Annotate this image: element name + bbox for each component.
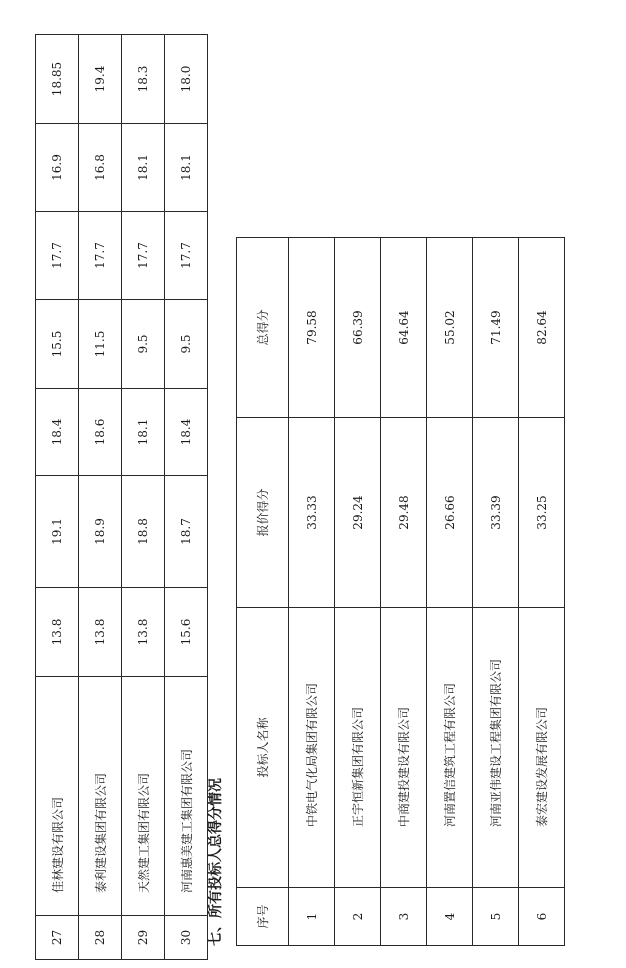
score-cell: 18.85 bbox=[36, 35, 79, 124]
table-row bbox=[289, 238, 335, 946]
price-score-cell: 29.48 bbox=[381, 418, 427, 608]
score-cell: 18.1 bbox=[122, 389, 165, 476]
score-cell: 18.1 bbox=[165, 124, 208, 212]
score-cell: 19.4 bbox=[79, 35, 122, 124]
table-row bbox=[79, 35, 122, 960]
score-cell: 9.5 bbox=[122, 300, 165, 389]
table-row bbox=[36, 35, 79, 960]
index-cell: 1 bbox=[289, 888, 335, 946]
bidder-name-cell: 河南惠美建工集团有限公司 bbox=[165, 677, 208, 916]
total-score-cell: 55.02 bbox=[427, 238, 473, 418]
index-cell: 29 bbox=[122, 916, 165, 960]
score-cell: 13.8 bbox=[122, 588, 165, 677]
header-index: 序号 bbox=[237, 888, 289, 946]
bidder-name-cell: 天然建工集团有限公司 bbox=[122, 677, 165, 916]
scores-detail-table bbox=[35, 34, 208, 960]
score-cell: 18.0 bbox=[165, 35, 208, 124]
total-score-cell: 79.58 bbox=[289, 238, 335, 418]
score-cell: 18.4 bbox=[165, 389, 208, 476]
header-price-score: 报价得分 bbox=[237, 418, 289, 608]
bidder-name-cell: 河南亚伟建设工程集团有限公司 bbox=[473, 608, 519, 888]
score-cell: 17.7 bbox=[79, 212, 122, 300]
score-cell: 13.8 bbox=[79, 588, 122, 677]
price-score-cell: 26.66 bbox=[427, 418, 473, 608]
score-cell: 18.8 bbox=[122, 476, 165, 588]
table-row bbox=[473, 238, 519, 946]
price-score-cell: 33.33 bbox=[289, 418, 335, 608]
bidder-name-cell: 中商建投建设有限公司 bbox=[381, 608, 427, 888]
bidder-name-cell: 正宇恒新集团有限公司 bbox=[335, 608, 381, 888]
score-cell: 15.6 bbox=[165, 588, 208, 677]
index-cell: 27 bbox=[36, 916, 79, 960]
score-cell: 11.5 bbox=[79, 300, 122, 389]
total-score-cell: 64.64 bbox=[381, 238, 427, 418]
score-cell: 13.8 bbox=[36, 588, 79, 677]
total-score-cell: 71.49 bbox=[473, 238, 519, 418]
bidder-name-cell: 泰利建设集团有限公司 bbox=[79, 677, 122, 916]
table-row bbox=[381, 238, 427, 946]
score-cell: 17.7 bbox=[36, 212, 79, 300]
table-row bbox=[335, 238, 381, 946]
score-cell: 17.7 bbox=[122, 212, 165, 300]
index-cell: 4 bbox=[427, 888, 473, 946]
table-row bbox=[427, 238, 473, 946]
score-cell: 17.7 bbox=[165, 212, 208, 300]
score-cell: 18.1 bbox=[122, 124, 165, 212]
bidder-name-cell: 泰宏建设发展有限公司 bbox=[519, 608, 565, 888]
index-cell: 30 bbox=[165, 916, 208, 960]
index-cell: 5 bbox=[473, 888, 519, 946]
table-row bbox=[519, 238, 565, 946]
score-cell: 18.4 bbox=[36, 389, 79, 476]
total-scores-table bbox=[236, 237, 565, 946]
score-cell: 9.5 bbox=[165, 300, 208, 389]
header-bidder-name: 投标人名称 bbox=[237, 608, 289, 888]
score-cell: 18.6 bbox=[79, 389, 122, 476]
score-cell: 18.3 bbox=[122, 35, 165, 124]
score-cell: 16.9 bbox=[36, 124, 79, 212]
table-row bbox=[165, 35, 208, 960]
header-total-score: 总得分 bbox=[237, 238, 289, 418]
bidder-name-cell: 中铁电气化局集团有限公司 bbox=[289, 608, 335, 888]
total-score-cell: 82.64 bbox=[519, 238, 565, 418]
section-heading: 七、所有投标人总得分情况 bbox=[208, 778, 224, 946]
table-row bbox=[122, 35, 165, 960]
bidder-name-cell: 河南置信建筑工程有限公司 bbox=[427, 608, 473, 888]
price-score-cell: 29.24 bbox=[335, 418, 381, 608]
score-cell: 18.9 bbox=[79, 476, 122, 588]
score-cell: 19.1 bbox=[36, 476, 79, 588]
index-cell: 3 bbox=[381, 888, 427, 946]
score-cell: 18.7 bbox=[165, 476, 208, 588]
bidder-name-cell: 佳林建设有限公司 bbox=[36, 677, 79, 916]
score-cell: 15.5 bbox=[36, 300, 79, 389]
index-cell: 2 bbox=[335, 888, 381, 946]
index-cell: 6 bbox=[519, 888, 565, 946]
score-cell: 16.8 bbox=[79, 124, 122, 212]
header-row bbox=[237, 238, 289, 946]
price-score-cell: 33.39 bbox=[473, 418, 519, 608]
total-score-cell: 66.39 bbox=[335, 238, 381, 418]
index-cell: 28 bbox=[79, 916, 122, 960]
price-score-cell: 33.25 bbox=[519, 418, 565, 608]
